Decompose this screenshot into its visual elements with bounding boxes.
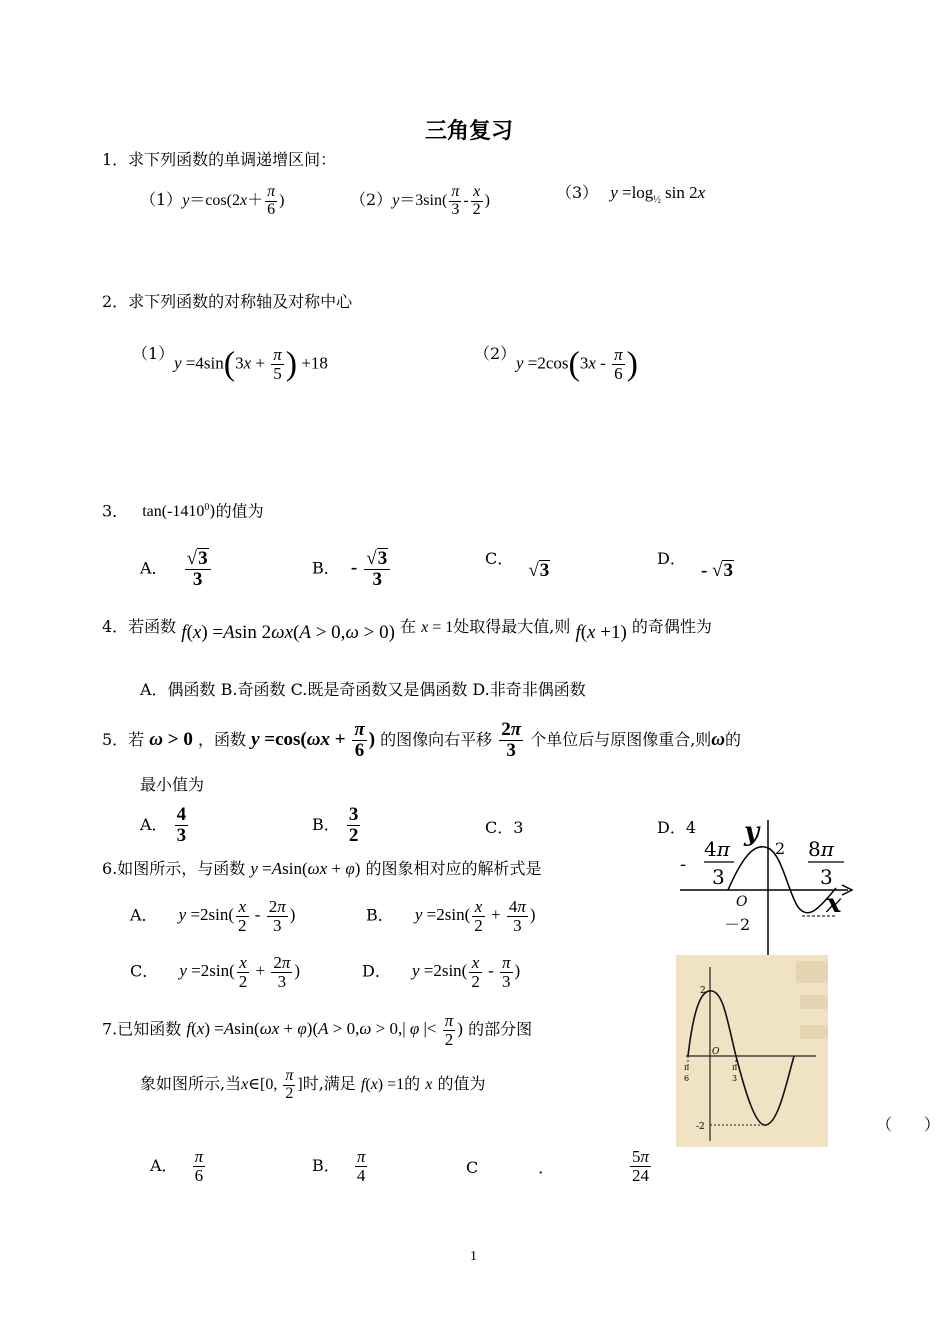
q7-stem-cont: 象如图所示,当x∈[0, $\frac{\pi}{2}$ ]时,满足 f(x) =1的 x 的值为	[140, 1067, 486, 1102]
tick-left-den: 3	[712, 865, 725, 889]
min-label: －2	[724, 915, 751, 934]
q1-part1: （1）y＝cos(2x＋ $\frac{\pi}{6}$ )	[140, 183, 285, 218]
x-axis-label: x	[826, 889, 842, 919]
page-number: 1	[470, 1249, 477, 1264]
q3-option-c: C． √3	[485, 549, 550, 581]
q3-stem: 3． tan(-1410$^0$)的值为	[102, 501, 264, 521]
q5-option-b: B． $\frac{3}{2}$	[312, 804, 359, 846]
q1-part2: （2）y＝3sin( $\frac{\pi}{3}$ - $\frac{x}{2}$ )	[350, 183, 490, 218]
q6-option-c: C． y =2sin( $\frac{x}{2}$ + $\frac{2\pi}{3}$ )	[130, 953, 301, 991]
q7-option-a: A． $\frac{\pi}{6}$	[150, 1147, 204, 1185]
q2-stem: 2．求下列函数的对称轴及对称中心	[102, 292, 353, 311]
max-label: 2	[775, 839, 786, 858]
tick-right-den: 3	[820, 865, 833, 889]
svg-text:3: 3	[732, 1074, 738, 1083]
q5-option-c: C．3	[485, 818, 524, 837]
y-axis-label: y	[744, 817, 760, 847]
q2-formula2: y =2cos(3x - $\frac{\pi}{6}$ )	[516, 345, 638, 383]
q5-option-d: D．4	[657, 818, 697, 837]
tick-right-num: 8π	[808, 837, 834, 861]
origin-label: O	[736, 894, 748, 910]
svg-text:6: 6	[684, 1074, 690, 1083]
q6-graph	[676, 812, 856, 962]
svg-text:2: 2	[700, 986, 706, 996]
q6-option-b: B． y =2sin( $\frac{x}{2}$ + $\frac{4\pi}{3}$ )	[366, 897, 536, 935]
q4-stem: 4．若函数 f(x) =Asin 2ωx(A > 0,ω > 0) 在 x = 1处取得最大值,则 f(x +1) 的奇偶性为	[102, 617, 712, 643]
q2-formula1: y =4sin(3x + $\frac{\pi}{5}$ ) +18	[174, 345, 328, 383]
q7-stem: 7.已知函数 f(x) =Asin(ωx + φ)(A > 0,ω > 0,| φ |< $\frac{\pi}{2}$ ) 的部分图	[102, 1011, 533, 1049]
q7-option-b: B． $\frac{\pi}{4}$	[312, 1147, 366, 1185]
q7-option-c: C ．	[466, 1158, 555, 1177]
q4-options: A．偶函数 B.奇函数 C.既是奇函数又是偶函数 D.非奇非偶函数	[140, 680, 586, 699]
svg-text:-2: -2	[696, 1122, 705, 1132]
svg-text:π: π	[732, 1063, 738, 1072]
page-title: 三角复习	[425, 118, 514, 144]
q2-part2: （2）	[474, 344, 517, 363]
tick-left-num: 4π	[704, 837, 730, 861]
q7-answer-bracket: （ ）	[876, 1115, 941, 1134]
q6-option-a: A． y =2sin( $\frac{x}{2}$ - $\frac{2\pi}{3}$ )	[130, 897, 296, 935]
q3-option-d: D． - √3	[657, 549, 733, 581]
q1-stem: 1．求下列函数的单调递增区间：	[102, 150, 337, 169]
q7-option-c-value: $\frac{5\pi}{24}$	[632, 1147, 650, 1185]
q5-stem-cont: 最小值为	[140, 775, 205, 794]
q6-stem: 6.如图所示，与函数 y =Asin(ωx + φ) 的图象相对应的解析式是	[102, 859, 542, 878]
q6-option-d: D． y =2sin( $\frac{x}{2}$ - $\frac{\pi}{3}$ )	[362, 953, 521, 991]
q3-option-b: B． - $\frac{√3}{3}$	[312, 548, 392, 590]
q1-part3: （3） $y =\log_{\frac{1}{2}}$ sin 2x	[556, 183, 706, 206]
svg-text:π: π	[684, 1063, 690, 1072]
q5-stem: 5．若 ω > 0 ，函数 y =cos(ωx + $\frac{\pi}{6}$ ) 的图像向右平移 $\frac{2\pi}{3}$ 个单位后与原图像重合,则ω的	[102, 719, 742, 762]
q7-graph	[676, 955, 828, 1147]
q2-part1: （1）	[132, 344, 175, 363]
minus-sign: -	[680, 854, 687, 875]
q3-option-a: A． $\frac{√3}{3}$	[140, 548, 213, 590]
svg-text:O: O	[712, 1047, 720, 1057]
q5-option-a: A． $\frac{4}{3}$	[140, 804, 187, 846]
